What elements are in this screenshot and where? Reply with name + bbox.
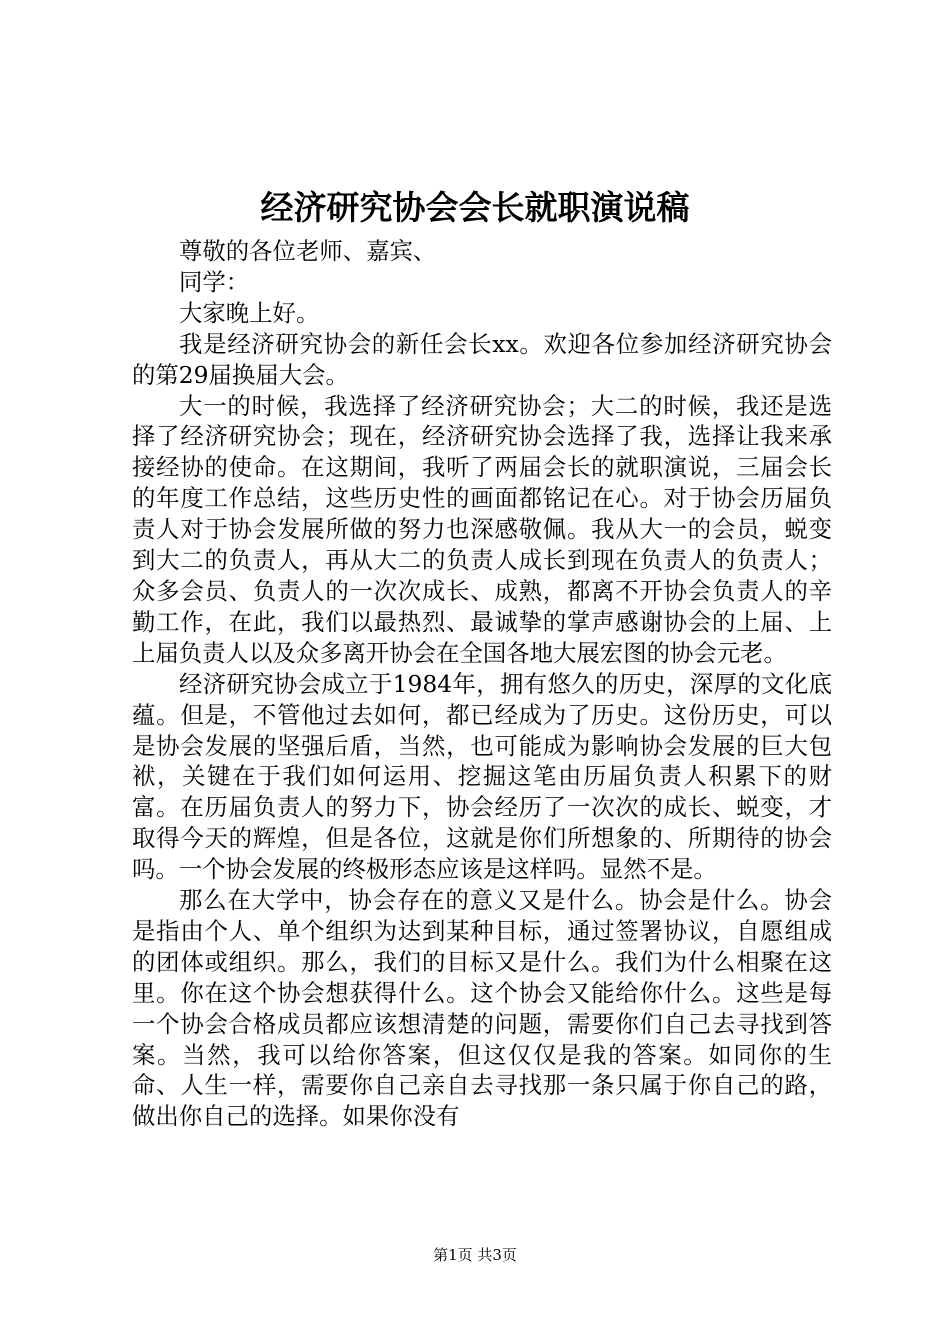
paragraph-salutation-2: 同学： [179,267,250,296]
paragraph-history-personal: 大一的时候，我选择了经济研究协会；大二的时候，我还是选择了经济研究协会；现在，经济研究协会选择了我，选择让我来承接经协的使命。在这期间，我听了两届会长的就职演说，三届会长的年度工作总结，这些历史性的画面都铭记在心。对于协会历届负责人对于协会发展所做的努力也深感敬佩。我从大一的会员，蜕变到大二的负责人，再从大二的负责人成长到现在负责人的负责人；众多会员、负责人的一次次成长、成熟，都离不开协会负责人的辛勤工作，在此，我们以最热烈、最诚挚的掌声感谢协会的上届、上上届负责人以及众多离开协会在全国各地大展宏图的协会元老。 [132,391,832,667]
document-title: 经济研究协会会长就职演说稿 [260,188,690,227]
paragraph-salutation: 尊敬的各位老师、嘉宾、 [179,237,437,265]
document-body [132,236,832,1132]
paragraph-greeting: 大家晚上好。 [179,298,320,327]
paragraph-history-association: 经济研究协会成立于1984年，拥有悠久的历史，深厚的文化底蕴。但是，不管他过去如何，都已经成为了历史。这份历史，可以是协会发展的坚强后盾，当然，也可能成为影响协会发展的巨大包袱，关键在于我们如何运用、挖掘这笔由历届负责人积累下的财富。在历届负责人的努力下，协会经历了一次次的成长、蜕变，才取得今天的辉煌，但是各位，这就是你们所想象的、所期待的协会吗。一个协会发展的终极形态应该是这样吗。显然不是。 [132,669,832,884]
paragraph-introduction: 我是经济研究协会的新任会长xx。欢迎各位参加经济研究协会的第29届换届大会。 [132,329,832,389]
page-footer: 第1页 共3页 [433,1246,517,1264]
paragraph-meaning: 那么在大学中，协会存在的意义又是什么。协会是什么。协会是指由个人、单个组织为达到某种目标，通过签署协议，自愿组成的团体或组织。那么，我们的目标又是什么。我们为什么相聚在这里。你在这个协会想获得什么。这个协会又能给你什么。这些是每一个协会合格成员都应该想清楚的问题，需要你们自己去寻找到答案。当然，我可以给你答案，但这仅仅是我的答案。如同你的生命、人生一样，需要你自己亲自去寻找那一条只属于你自己的路，做出你自己的选择。如果你没有 [132,886,832,1131]
